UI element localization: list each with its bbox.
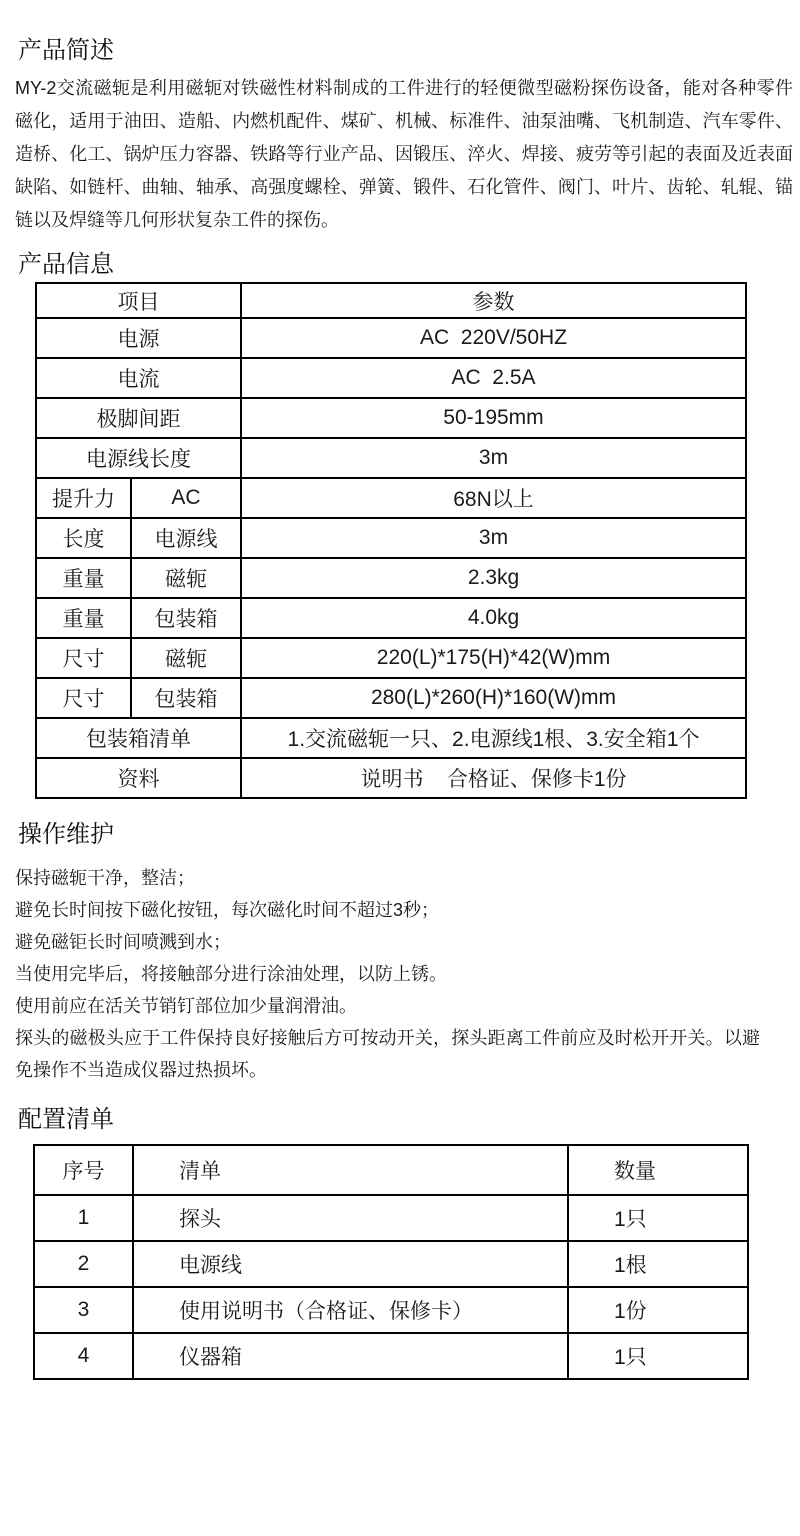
info-cell-label: 电源 [36,318,241,358]
maintenance-line: 避免磁钜长时间喷溅到水； [15,932,231,952]
info-cell-value: 1.交流磁轭一只、2.电源线1根、3.安全箱1个 [241,718,746,758]
config-row-probe [34,1195,748,1241]
info-cell-value: AC 2.5A [241,358,746,398]
info-row-current [36,358,746,398]
info-row-lift-force [36,478,746,518]
config-cell-item: 仪器箱 [133,1333,568,1379]
info-row-weight-yoke [36,558,746,598]
info-row-box-contents [36,718,746,758]
info-header-item: 项目 [36,283,241,318]
info-header-param: 参数 [241,283,746,318]
info-cell-sublabel: 包装箱 [131,678,241,718]
info-cell-label: 尺寸 [36,678,131,718]
config-cell-qty: 1只 [568,1195,748,1241]
config-cell-item: 电源线 [133,1241,568,1287]
info-cell-sublabel: 电源线 [131,518,241,558]
config-header-index: 序号 [34,1145,133,1195]
config-row-power-cord [34,1241,748,1287]
info-cell-sublabel: AC [131,478,241,518]
info-cell-sublabel: 磁轭 [131,638,241,678]
section-heading-maintenance: 操作维护 [18,821,114,848]
info-cell-value: 68N以上 [241,478,746,518]
info-cell-label: 资料 [36,758,241,798]
brief-paragraph: MY-2交流磁轭是利用磁轭对铁磁性材料制成的工件进行的轻便微型磁粉探伤设备，能对各种零件磁化，适用于油田、造船、内燃机配件、煤矿、机械、标准件、油泵油嘴、飞机制造、汽车零件、造桥、化工、锅炉压力容器、铁路等行业产品、因锻压、淬火、焊接、疲劳等引起的表面及近表面缺陷、如链杆、曲轴、轴承、高强度螺栓、弹簧、锻件、石化管件、阀门、叶片、齿轮、轧辊、锚链以及焊缝等几何形状复杂工件的探伤。 [15,78,793,230]
section-heading-config: 配置清单 [18,1106,114,1133]
info-cell-label: 提升力 [36,478,131,518]
config-header-item: 清单 [133,1145,568,1195]
maintenance-line: 当使用完毕后，将接触部分进行涂油处理，以防上锈。 [15,964,447,984]
info-cell-sublabel: 包装箱 [131,598,241,638]
info-row-size-box [36,678,746,718]
config-list-table [33,1144,749,1380]
info-cell-label: 重量 [36,598,131,638]
config-cell-item: 探头 [133,1195,568,1241]
maintenance-notes [15,862,760,1086]
info-cell-value: AC 220V/50HZ [241,318,746,358]
config-cell-index: 2 [34,1241,133,1287]
info-cell-label: 电源线长度 [36,438,241,478]
config-cell-qty: 1根 [568,1241,748,1287]
section-heading-brief: 产品简述 [18,37,114,64]
product-detail-page [0,36,800,1536]
info-row-documents [36,758,746,798]
product-info-table [35,282,747,799]
info-row-cord-length [36,438,746,478]
info-row-length-cord [36,518,746,558]
config-cell-qty: 1只 [568,1333,748,1379]
info-cell-value: 220(L)*175(H)*42(W)mm [241,638,746,678]
info-row-size-yoke [36,638,746,678]
config-row-case [34,1333,748,1379]
config-header-row [34,1145,748,1195]
maintenance-line: 保持磁轭干净，整洁； [15,868,195,888]
maintenance-line: 探头的磁极头应于工件保持良好接触后方可按动开关，探头距离工件前应及时松开开关。以避免操作不当造成仪器过热损坏。 [15,1028,760,1080]
info-cell-value: 280(L)*260(H)*160(W)mm [241,678,746,718]
info-cell-value: 3m [241,438,746,478]
info-cell-value: 3m [241,518,746,558]
config-cell-qty: 1份 [568,1287,748,1333]
info-cell-sublabel: 磁轭 [131,558,241,598]
info-cell-label: 极脚间距 [36,398,241,438]
info-cell-value: 说明书 合格证、保修卡1份 [241,758,746,798]
info-header-row [36,283,746,318]
config-cell-index: 4 [34,1333,133,1379]
config-cell-item: 使用说明书（合格证、保修卡） [133,1287,568,1333]
info-cell-value: 50-195mm [241,398,746,438]
config-cell-index: 3 [34,1287,133,1333]
info-row-power [36,318,746,358]
config-header-qty: 数量 [568,1145,748,1195]
maintenance-line: 使用前应在活关节销钉部位加少量润滑油。 [15,996,357,1016]
info-cell-label: 长度 [36,518,131,558]
config-cell-index: 1 [34,1195,133,1241]
info-cell-label: 包装箱清单 [36,718,241,758]
info-cell-label: 电流 [36,358,241,398]
info-cell-value: 2.3kg [241,558,746,598]
info-cell-label: 重量 [36,558,131,598]
info-cell-value: 4.0kg [241,598,746,638]
info-cell-label: 尺寸 [36,638,131,678]
info-row-weight-box [36,598,746,638]
section-heading-info: 产品信息 [18,251,114,278]
info-row-pole-spacing [36,398,746,438]
config-row-manual [34,1287,748,1333]
maintenance-line: 避免长时间按下磁化按钮，每次磁化时间不超过3秒； [15,900,440,920]
